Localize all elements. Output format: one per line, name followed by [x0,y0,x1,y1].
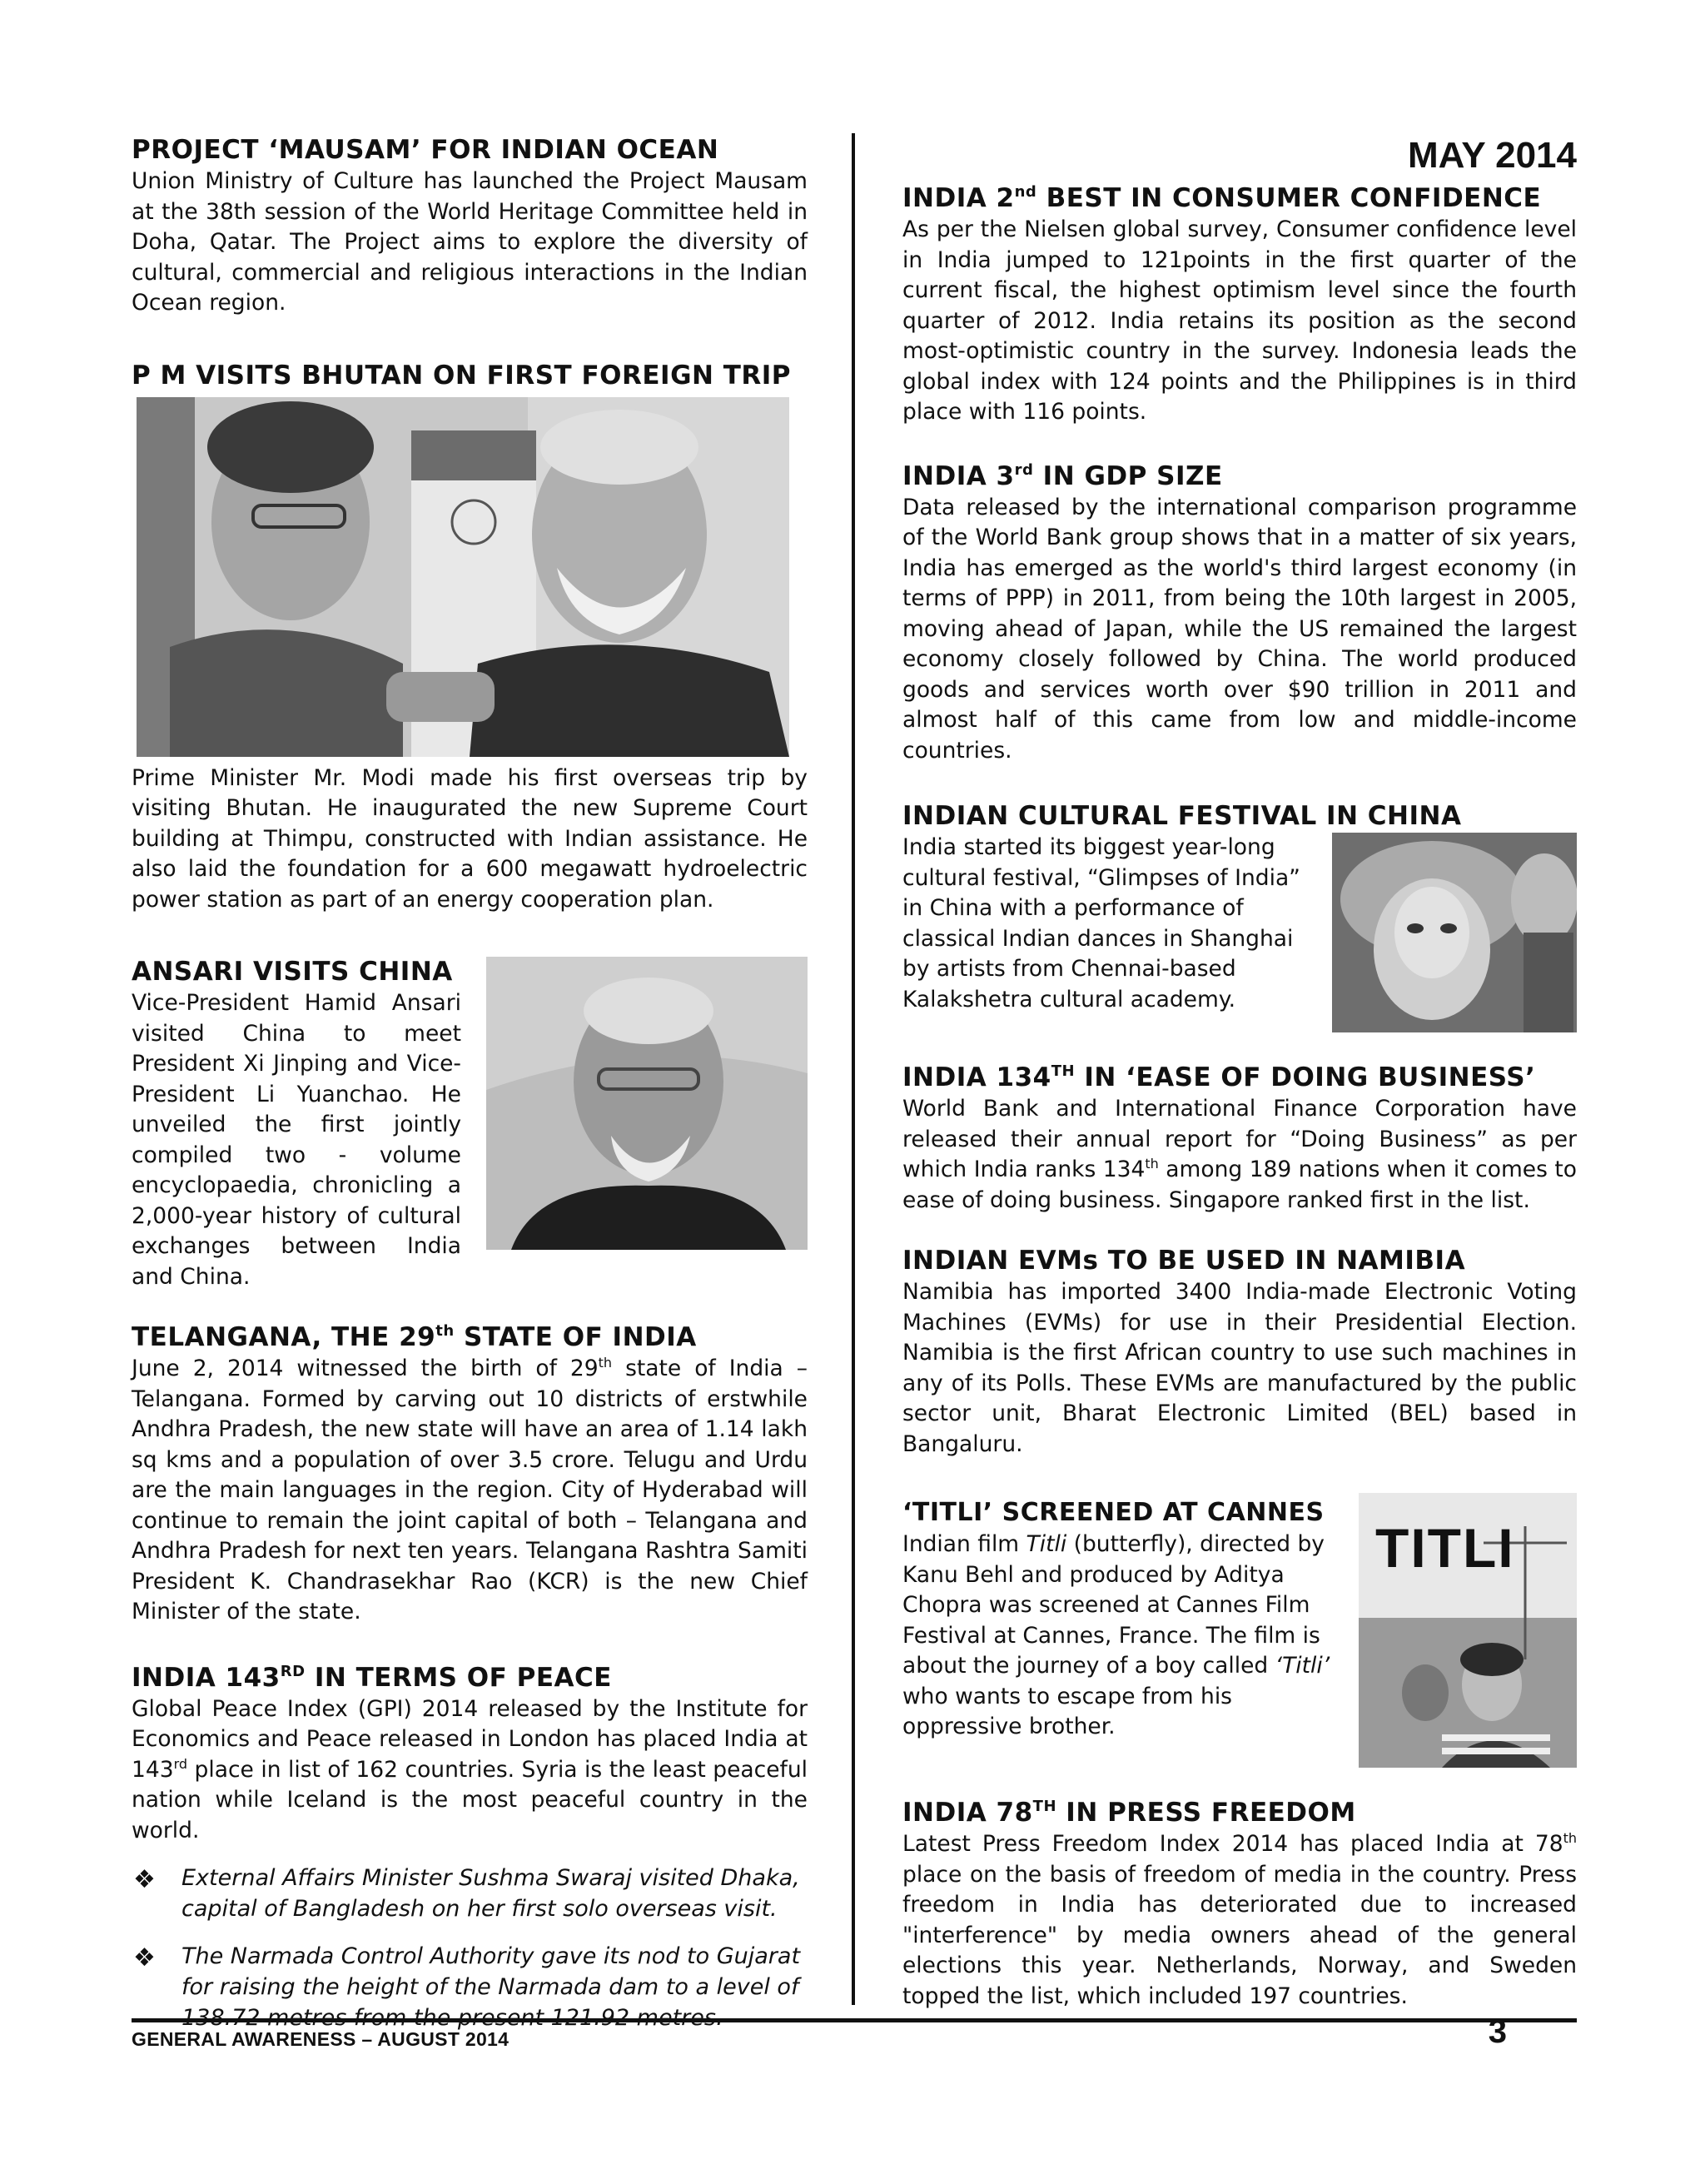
section-title: ANSARI VISITS CHINA [132,957,453,987]
kathakali-illustration [1332,833,1577,1032]
photo-illustration [137,397,789,757]
section-body: June 2, 2014 witnessed the birth of 29th state of India – Telangana. Formed by carving out 10 districts of erstwhile Andhra Pradesh, the new state will have an area of 1.14 lakh sq kms and a population of over 3.5 crore. Telugu and Urdu are the main languages in the region. City of Hyderabad will continue to remain the joint capital of both – Telangana and Andhra Pradesh for next ten years. Telangana Rashtra Samiti President K. Chandrasekhar Rao (KCR) is the new Chief Minister of the state. [132,1355,808,1624]
section-title: INDIAN EVMs TO BE USED IN NAMIBIA [902,1246,1466,1276]
footer-title: GENERAL AWARENESS – AUGUST 2014 [132,2028,510,2050]
section-title: INDIA 3rd IN GDP SIZE [902,460,1223,491]
section-body: World Bank and International Finance Corporation have released their annual report for “Doing Business” as per which India ranks 134th among 189 nations when it comes to ease of doing business. Singapore ranked first in the list. [902,1096,1577,1213]
section-title: PROJECT ‘MAUSAM’ FOR INDIAN OCEAN [132,135,719,165]
section-body: Vice-President Hamid Ansari visited China to meet President Xi Jinping and Vice-President Li Yuanchao. He unveiled the first jointly compiled two - volume encyclopaedia, chronicling a 2,000-year history of cultural exchanges between India and China. [132,990,461,1290]
month-label: MAY 2014 [1407,135,1577,176]
section-title: INDIA 78TH IN PRESS FREEDOM [902,1798,1356,1828]
section-press-freedom [902,1796,1577,2012]
page-number: 3 [1488,2013,1507,2050]
section-gdp [902,460,1577,767]
section-title: ‘TITLI’ SCREENED AT CANNES [902,1498,1325,1527]
ansari-illustration [486,957,808,1250]
bullet-list [132,1863,808,2033]
section-title: INDIAN CULTURAL FESTIVAL IN CHINA [902,801,1462,831]
section-body: Latest Press Freedom Index 2014 has placed India at 78th place on the basis of freedom of media in the country. Press freedom in India has deteriorated due to increased "interference" by media owners ahead of the general elections this year. Netherlands, Norway, and Sweden topped the list, which included 197 countries. [902,1830,1577,2009]
section-consumer-confidence [902,182,1577,428]
section-title: INDIA 143RD IN TERMS OF PEACE [132,1662,612,1693]
section-titli [902,1496,1577,1768]
section-title: P M VISITS BHUTAN ON FIRST FOREIGN TRIP [132,360,792,391]
left-column [132,133,808,2062]
ansari-photo [486,957,808,1250]
list-item: ❖ The Narmada Control Authority gave its nod to Gujarat for raising the height of the Narmada dam to a level of [133,1943,801,2000]
section-ansari [132,955,808,1292]
section-body: Namibia has imported 3400 India-made Electronic Voting Machines (EVMs) for use in their Presidential Election. Namibia is the first African country to use such machines in any of its Polls. These EVMs are manufactured by the public sector unit, Bharat Electronic Limited (BEL) based in Bangaluru. [902,1279,1577,1457]
section-title: TELANGANA, THE 29th STATE OF INDIA [132,1322,697,1352]
section-body: As per the Nielsen global survey, Consumer confidence level in India jumped to 121points in the first quarter of the current fiscal, the highest optimism level since the fourth quarter of 2012. India retains its position as the second most-optimistic country in the survey. Indonesia leads the global index with 124 points and the Philippines is in third place with 116 points. [902,216,1577,425]
section-title: INDIA 2nd BEST IN CONSUMER CONFIDENCE [902,183,1542,213]
modi-bhutan-photo [137,397,789,757]
section-body: Indian film Titli (butterfly), directed by Kanu Behl and produced by Aditya Chopra was screened at Cannes Film Festival at Cannes, France. The film is about the journey of a boy called ‘Titli’ who wants to escape from his oppressive brother. [902,1531,1330,1739]
section-body: India started its biggest year-long cultural festival, “Glimpses of India” in China with a performance of classical Indian dances in Shanghai by artists from Chennai-based Kalakshetra cultural academy. [902,834,1300,1012]
section-cultural-festival [902,799,1577,1032]
section-title: INDIA 134TH IN ‘EASE OF DOING BUSINESS’ [902,1062,1536,1092]
diamond-bullet-icon: ❖ [133,1865,156,1894]
section-body: Prime Minister Mr. Modi made his first overseas trip by visiting Bhutan. He inaugurated the new Supreme Court building at Thimpu, constructed with Indian assistance. He also laid the foundation for a 600 megawatt hydroelectric power station as part of an energy cooperation plan. [132,764,808,913]
section-evm-namibia [902,1244,1577,1460]
section-ease-of-business [902,1061,1577,1216]
column-divider [852,133,855,2005]
section-mausam [132,133,808,319]
list-item: ❖ External Affairs Minister Sushma Swaraj visited Dhaka, capital of Bangladesh on her first solo overseas visit. [133,1865,800,1922]
section-body: Data released by the international comparison programme of the World Bank group shows that in a matter of six years, India has emerged as the world's third largest economy (in terms of PPP) in 2011, from being the 10th largest in 2005, moving ahead of Japan, while the US remained the largest economy closely followed by China. The world produced goods and services worth over $90 trillion in 2011 and almost half of this came from low and middle-income countries. [902,494,1577,764]
section-body: Union Ministry of Culture has launched the Project Mausam at the 38th session of the World Heritage Committee held in Doha, Qatar. The Project aims to explore the diversity of cultural, commercial and religious interactions in the Indian Ocean region. [132,168,808,316]
section-telangana [132,1321,808,1628]
section-body: Global Peace Index (GPI) 2014 released by the Institute for Economics and Peace released in London has placed India at 143rd place in list of 162 countries. Syria is the least peaceful nation while Iceland is the most peaceful country in the world. [132,1695,808,1843]
titli-poster [1359,1493,1577,1768]
right-column [902,182,1577,2040]
footer-rule [132,2018,1577,2022]
section-bhutan [132,359,808,916]
diamond-bullet-icon: ❖ [133,1943,156,1973]
kathakali-photo [1332,833,1577,1032]
section-peace [132,1661,808,2034]
poster-title: TITLI [1375,1517,1515,1579]
